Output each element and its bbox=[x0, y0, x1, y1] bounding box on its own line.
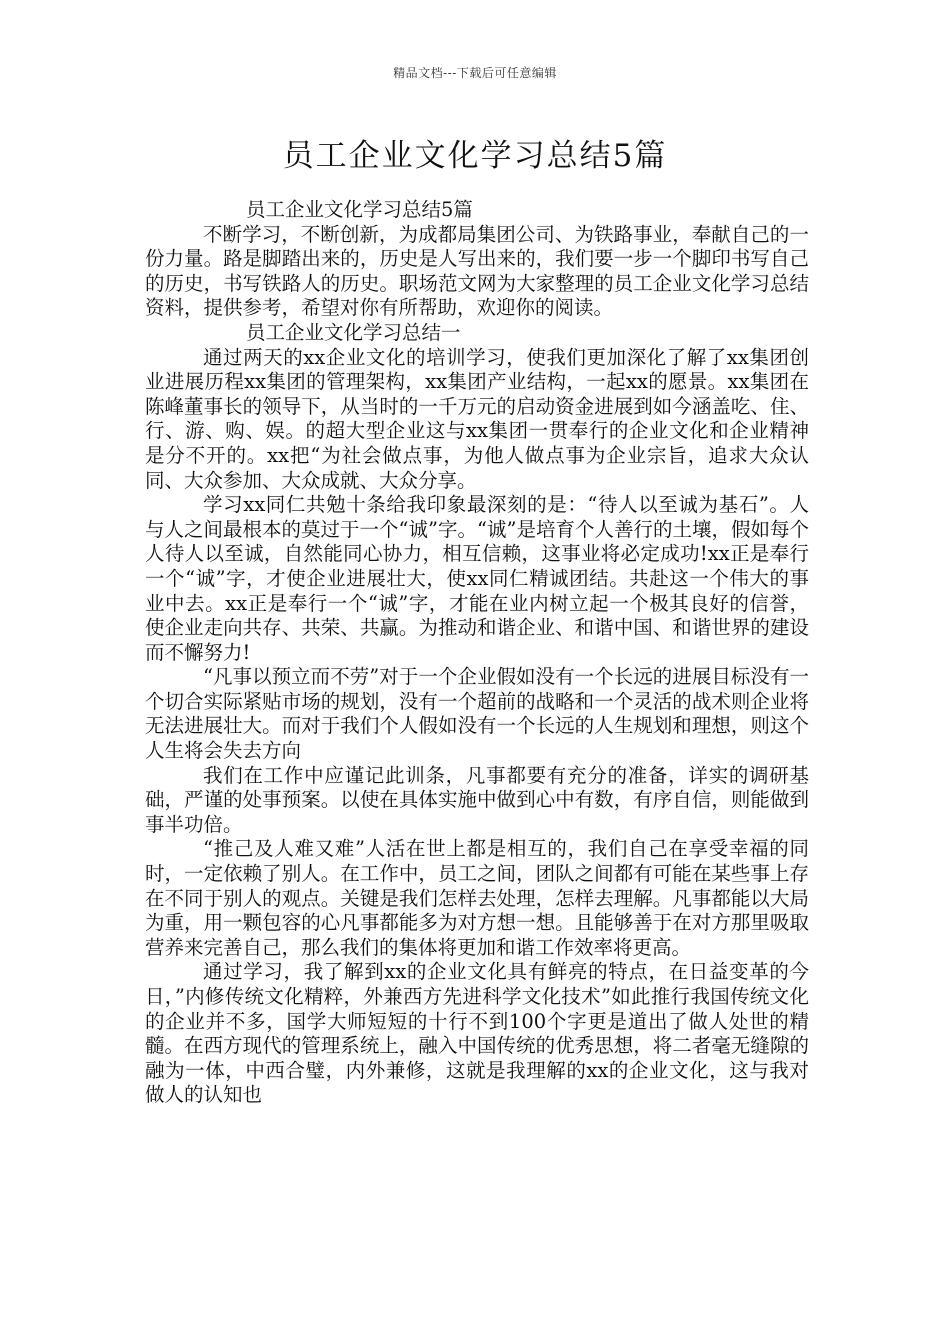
document-title: 员工企业文化学习总结5篇 bbox=[282, 138, 668, 174]
subtitle: 员工企业文化学习总结5篇 bbox=[246, 198, 473, 221]
intro-paragraph: 不断学习，不断创新，为成都局集团公司、为铁路事业，奉献自己的一份力量。路是脚踏出来的，历史是人写出来的，我们要一步一个脚印书写自己的历史，书写铁路人的历史。职场范文网为大家整理的员工企业文化学习总结资料，提供参考，希望对你有所帮助，欢迎你的阅读。 bbox=[145, 222, 809, 320]
paragraph: “推己及人难又难”人活在世上都是相互的，我们自己在享受幸福的同时，一定依赖了别人。在工作中，员工之间，团队之间都有可能在某些事上存在不同于别人的观点。关键是我们怎样去处理，怎样去理解。凡事都能以大局为重，用一颗包容的心凡事都能多为对方想一想。且能够善于在对方那里吸取营养来完善自己，那么我们的集体将更加和谐工作效率将更高。 bbox=[145, 837, 809, 959]
section-heading-one: 员工企业文化学习总结一 bbox=[246, 320, 461, 344]
paragraph: 我们在工作中应谨记此训条，凡事都要有充分的准备，详实的调研基础，严谨的处事预案。以使在具体实施中做到心中有数，有序自信，则能做到事半功倍。 bbox=[145, 763, 809, 836]
paragraph: 学习xx同仁共勉十条给我印象最深刻的是：“待人以至诚为基石”。人与人之间最根本的莫过于一个“诚”字。“诚”是培育个人善行的土壤，假如每个人待人以至诚，自然能同心协力，相互信赖，这事业将必定成功!xx正是奉行一个“诚”字，才使企业进展壮大，使xx同仁精诚团结。共赴这一个伟大的事业中去。xx正是奉行一个“诚”字，才能在业内树立起一个极其良好的信誉，使企业走向共存、共荣、共赢。为推动和谐企业、和谐中国、和谐世界的建设而不懈努力! bbox=[145, 493, 809, 664]
document-body bbox=[145, 198, 809, 1108]
paragraph: 通过两天的xx企业文化的培训学习，使我们更加深化了解了xx集团创业进展历程xx集团的管理架构，xx集团产业结构，一起xx的愿景。xx集团在陈峰董事长的领导下，从当时的一千万元的启动资金进展到如今涵盖吃、住、行、游、购、娱。的超大型企业这与xx集团一贯奉行的企业文化和企业精神是分不开的。xx把“为社会做点事，为他人做点事为企业宗旨，追求大众认同、大众参加、大众成就、大众分享。 bbox=[145, 345, 809, 492]
paragraph: “凡事以预立而不劳”对于一个企业假如没有一个长远的进展目标没有一个切合实际紧贴市场的规划，没有一个超前的战略和一个灵活的战术则企业将无法进展壮大。而对于我们个人假如没有一个长远的人生规划和理想，则这个人生将会失去方向 bbox=[145, 665, 809, 763]
header-note: 精品文档---下载后可任意编辑 bbox=[393, 66, 557, 80]
paragraph: 通过学习，我了解到xx的企业文化具有鲜亮的特点，在日益变革的今日，”内修传统文化精粹，外兼西方先进科学文化技术”如此推行我国传统文化的企业并不多，国学大师短短的十行不到100个字更是道出了做人处世的精髓。在西方现代的管理系统上，融入中国传统的优秀思想，将二者毫无缝隙的融为一体，中西合璧，内外兼修，这就是我理解的xx的企业文化，这与我对做人的认知也 bbox=[145, 960, 809, 1107]
